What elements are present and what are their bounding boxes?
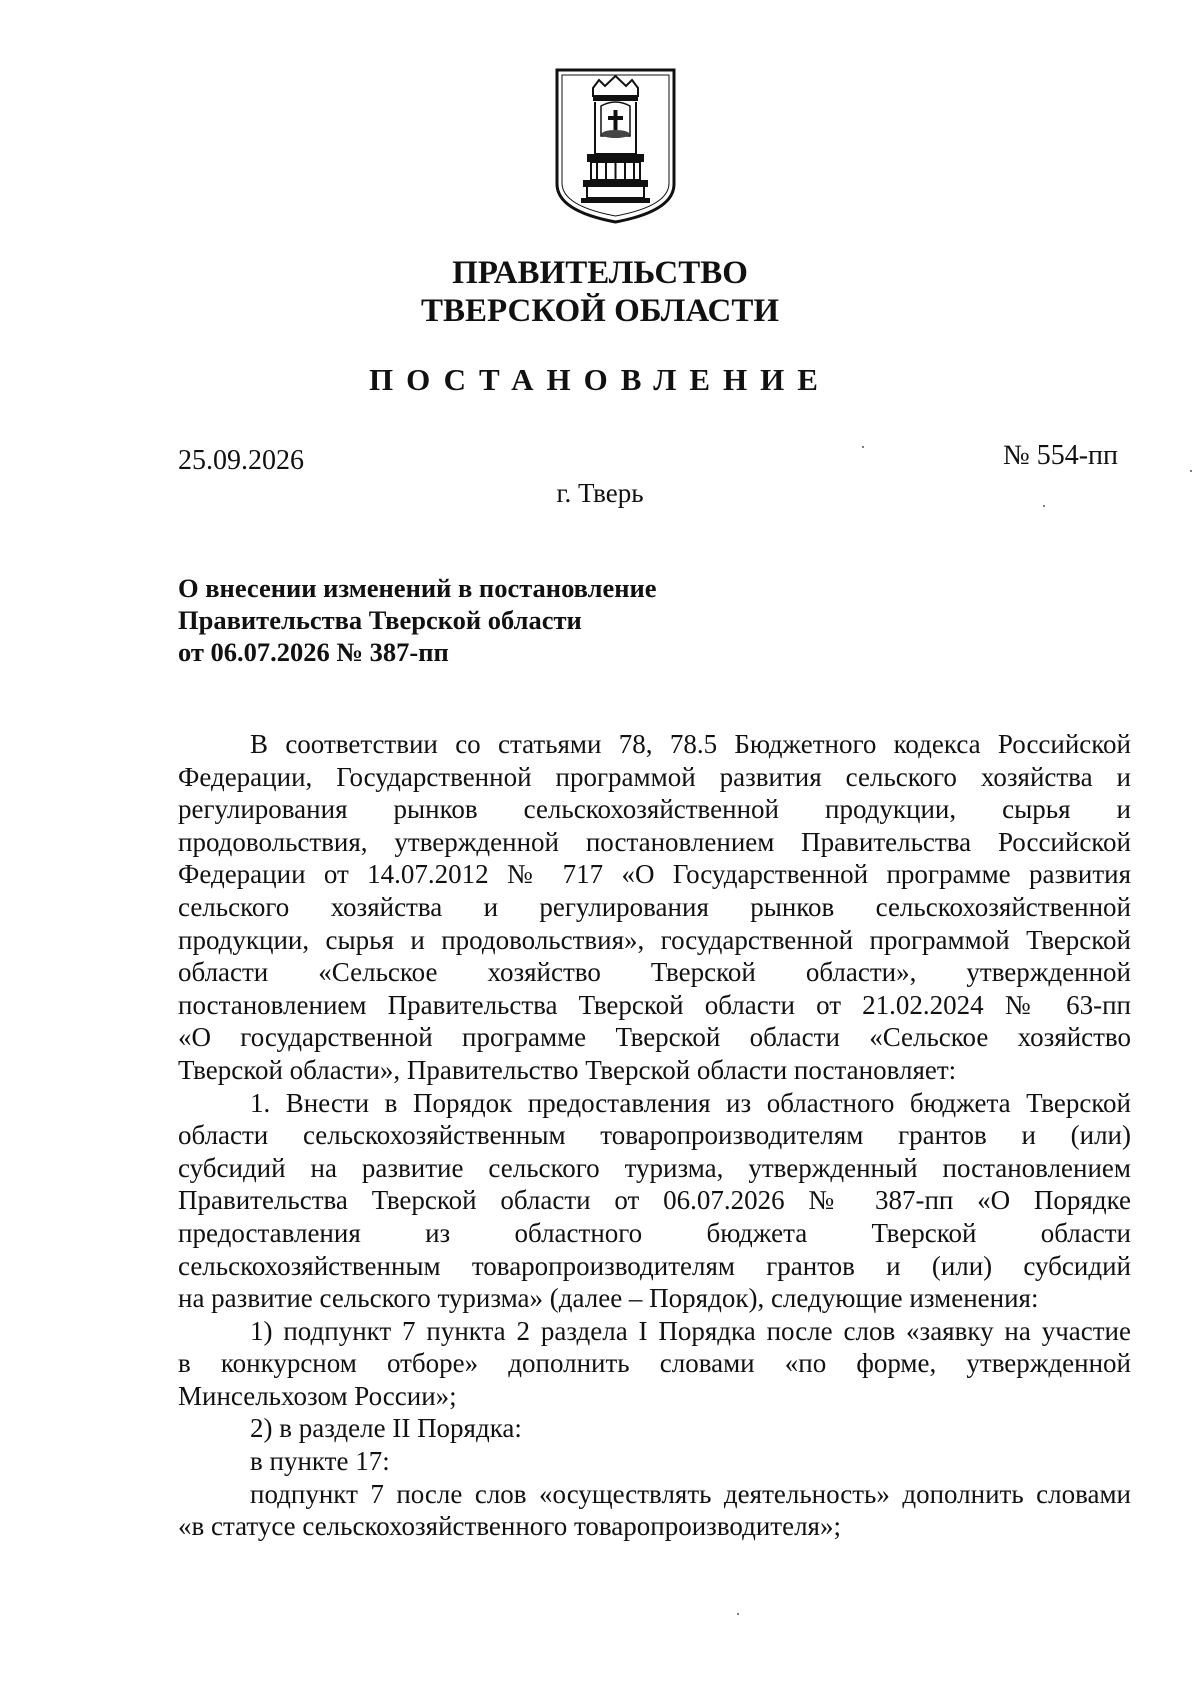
title-line: Правительства Тверской области <box>178 605 582 635</box>
body-line: постановлением Правительства Тверской области от 21.02.2024 № 63-пп <box>178 989 1131 1020</box>
body-line: 2) в разделе II Порядка: <box>250 1413 522 1444</box>
document-body <box>178 728 1131 1543</box>
title-line: от 06.07.2026 № 387-пп <box>178 637 449 667</box>
title-line: О внесении изменений в постановление <box>178 573 657 603</box>
scan-speck <box>737 1613 739 1615</box>
body-line: Минсельхозом России»; <box>178 1380 457 1411</box>
body-line: сельского хозяйства и регулирования рынков сельскохозяйственной <box>178 891 1131 922</box>
body-line: продукции, сырья и продовольствия», государственной программой Тверской <box>178 924 1131 955</box>
body-line: Тверской области», Правительство Тверской области постановляет: <box>178 1054 957 1085</box>
body-line: «в статусе сельскохозяйственного товаропроизводителя»; <box>178 1511 841 1542</box>
document-title <box>178 572 657 668</box>
body-line: «О государственной программе Тверской области «Сельское хозяйство <box>178 1022 1131 1053</box>
document-city: г. Тверь <box>556 478 644 508</box>
body-line: сельскохозяйственным товаропроизводителям грантов и (или) субсидий <box>178 1250 1131 1281</box>
body-line: области сельскохозяйственным товаропроизводителям грантов и (или) <box>178 1120 1131 1151</box>
body-line: 1. Внести в Порядок предоставления из областного бюджета Тверской <box>250 1087 1131 1118</box>
body-line: В соответствии со статьями 78, 78.5 Бюджетного кодекса Российской <box>250 729 1131 759</box>
body-line: на развитие сельского туризма» (далее – Порядок), следующие изменения: <box>178 1283 1039 1314</box>
scan-speck <box>1043 505 1045 507</box>
body-line: подпункт 7 после слов «осуществлять деятельность» дополнить словами <box>250 1478 1131 1509</box>
body-line: в пункте 17: <box>250 1446 390 1477</box>
tver-coat-of-arms-icon <box>553 66 678 226</box>
body-line: области «Сельское хозяйство Тверской области», утвержденной <box>178 957 1131 988</box>
body-line: Федерации, Государственной программой развития сельского хозяйства и <box>178 761 1131 792</box>
organization-name-line2: ТВЕРСКОЙ ОБЛАСТИ <box>420 293 780 329</box>
body-line: Федерации от 14.07.2012 № 717 «О Государственной программе развития <box>178 859 1131 890</box>
scan-speck <box>1190 470 1192 472</box>
scan-speck <box>862 446 864 448</box>
body-line: Правительства Тверской области от 06.07.2026 № 387-пп «О Порядке <box>178 1185 1131 1216</box>
document-number: № 554-пп <box>1002 440 1118 471</box>
body-line: субсидий на развитие сельского туризма, утвержденный постановлением <box>178 1152 1131 1183</box>
body-line: 1) подпункт 7 пункта 2 раздела I Порядка после слов «заявку на участие <box>250 1315 1131 1346</box>
body-line: продовольствия, утвержденной постановлением Правительства Российской <box>178 826 1131 857</box>
document-date: 25.09.2026 <box>178 445 304 476</box>
organization-name-line1: ПРАВИТЕЛЬСТВО <box>452 255 748 291</box>
document-type: ПОСТАНОВЛЕНИЕ <box>369 362 831 397</box>
body-line: в конкурсном отборе» дополнить словами «по форме, утвержденной <box>178 1348 1131 1379</box>
body-line: регулирования рынков сельскохозяйственной продукции, сырья и <box>178 794 1131 825</box>
body-line: предоставления из областного бюджета Тверской области <box>178 1217 1131 1248</box>
